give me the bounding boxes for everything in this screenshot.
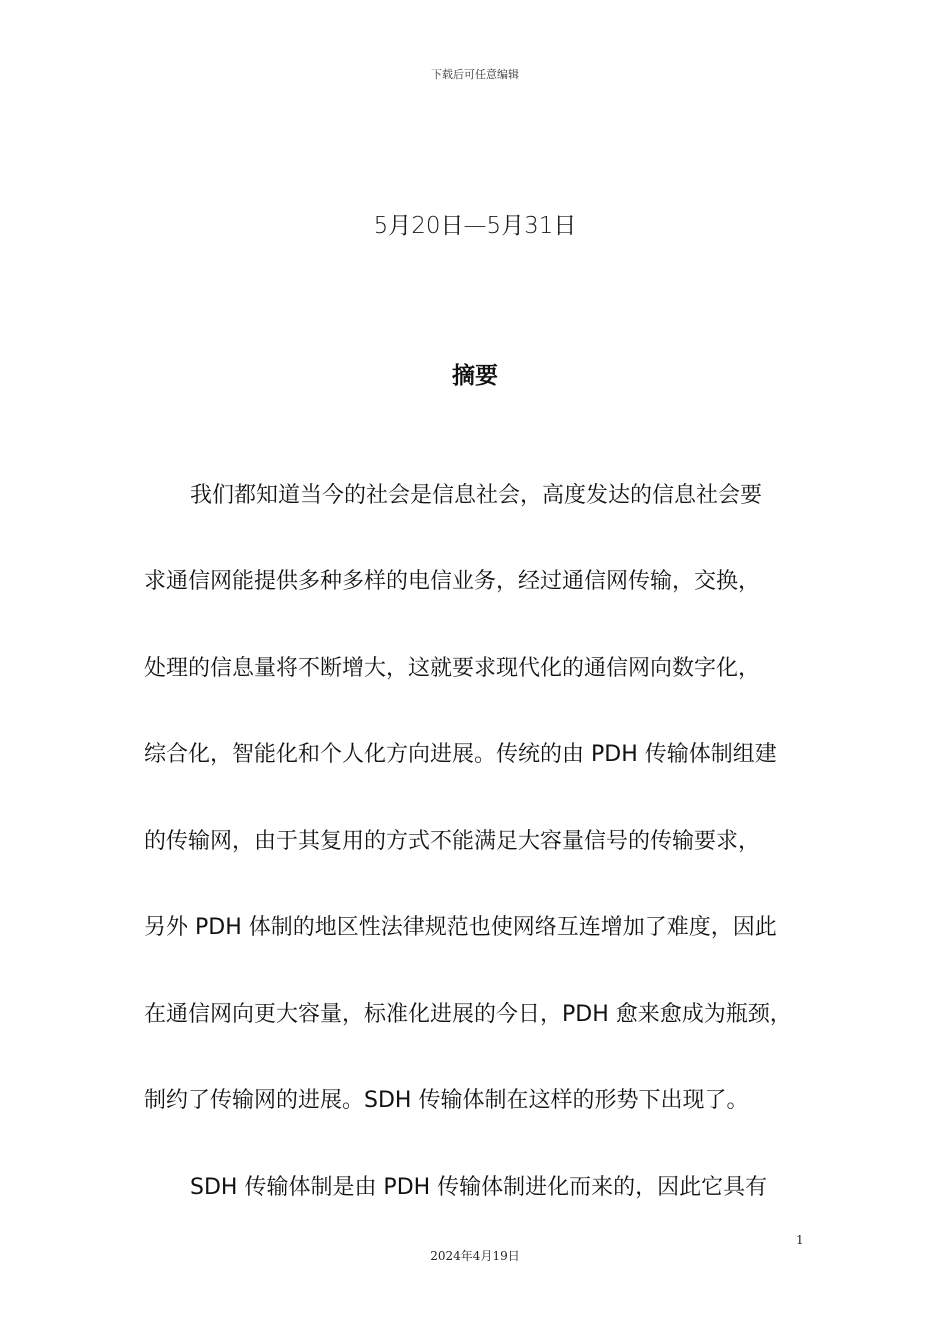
header-note: 下载后可任意编辑 (431, 68, 519, 81)
paragraph-line: 处理的信息量将不断增大，这就要求现代化的通信网向数字化， (144, 656, 761, 681)
paragraph-line: 的传输网，由于其复用的方式不能满足大容量信号的传输要求， (144, 829, 761, 854)
paragraph-line: 另外 PDH 体制的地区性法律规范也使网络互连增加了难度，因此 (144, 915, 777, 940)
footer-date: 2024年4月19日 (430, 1249, 520, 1263)
page-number: 1 (796, 1233, 804, 1247)
date-range-heading: 5月20日—5月31日 (373, 213, 577, 239)
paragraph-line: SDH 传输体制是由 PDH 传输体制进化而来的，因此它具有 (190, 1175, 768, 1200)
paragraph-line: 我们都知道当今的社会是信息社会，高度发达的信息社会要 (190, 483, 763, 508)
paragraph-line: 制约了传输网的进展。SDH 传输体制在这样的形势下出现了。 (144, 1088, 749, 1113)
abstract-title: 摘要 (452, 363, 498, 389)
paragraph-line: 综合化，智能化和个人化方向进展。传统的由 PDH 传输体制组建 (144, 742, 777, 767)
paragraph-line: 在通信网向更大容量，标准化进展的今日，PDH 愈来愈成为瓶颈， (144, 1002, 792, 1027)
paragraph-line: 求通信网能提供多种多样的电信业务，经过通信网传输，交换， (144, 569, 761, 594)
